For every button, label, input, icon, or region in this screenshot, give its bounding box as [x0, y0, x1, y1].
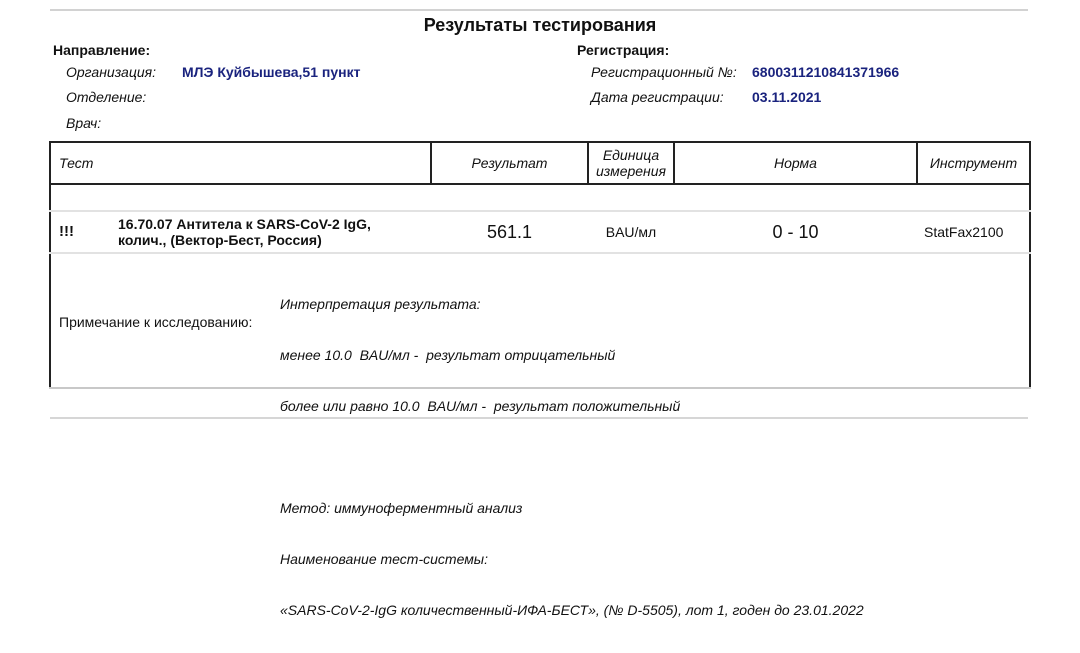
organization-value: МЛЭ Куйбышева,51 пункт	[182, 64, 361, 80]
doctor-label: Врач:	[66, 115, 102, 131]
test-cell	[50, 211, 431, 253]
alert-flag: !!!	[59, 223, 74, 240]
registration-date-label: Дата регистрации:	[591, 89, 724, 105]
results-table	[49, 141, 1031, 618]
header-test: Тест	[50, 142, 431, 184]
spacer-row	[50, 184, 1030, 211]
test-name-line2: колич., (Вектор-Бест, Россия)	[118, 232, 322, 248]
header-instrument: Инструмент	[917, 142, 1030, 184]
test-name-line1: 16.70.07 Антитела к SARS-CoV-2 IgG,	[118, 216, 371, 232]
note-line: Метод: иммуноферментный анализ	[280, 500, 523, 516]
note-text	[280, 262, 864, 653]
header-unit-line2: измерения	[595, 163, 667, 179]
bottom-divider	[50, 417, 1028, 419]
department-label: Отделение:	[66, 89, 147, 105]
header-unit-line1: Единица	[602, 147, 660, 163]
test-name	[118, 216, 371, 248]
note-label: Примечание к исследованию:	[59, 314, 253, 330]
note-line: более или равно 10.0 BAU/мл - результат положительный	[280, 398, 681, 414]
organization-label: Организация:	[66, 64, 156, 80]
note-line: Интерпретация результата:	[280, 296, 481, 312]
registration-number-label: Регистрационный №:	[591, 64, 737, 80]
header-norm: Норма	[674, 142, 917, 184]
direction-header: Направление:	[53, 42, 151, 58]
table-header-row	[50, 142, 1030, 184]
result-value: 561.1	[431, 211, 588, 253]
instrument-value: StatFax2100	[917, 211, 1030, 253]
header-unit	[588, 142, 674, 184]
top-divider	[50, 9, 1028, 11]
registration-header: Регистрация:	[577, 42, 670, 58]
note-line: Наименование тест-системы:	[280, 551, 488, 567]
note-row	[50, 253, 1030, 388]
header-result: Результат	[431, 142, 588, 184]
registration-date-value: 03.11.2021	[752, 89, 822, 105]
page-title: Результаты тестирования	[423, 15, 657, 35]
unit-value: BAU/мл	[588, 211, 674, 253]
note-line: «SARS-CoV-2-IgG количественный-ИФА-БЕСТ», (№ D-5505), лот 1, годен до 23.01.2022	[280, 602, 864, 618]
registration-number-value: 6800311210841371966	[752, 64, 900, 80]
note-line	[280, 449, 864, 466]
note-line: менее 10.0 BAU/мл - результат отрицательный	[280, 347, 616, 363]
table-row	[50, 211, 1030, 253]
norm-value: 0 - 10	[674, 211, 917, 253]
